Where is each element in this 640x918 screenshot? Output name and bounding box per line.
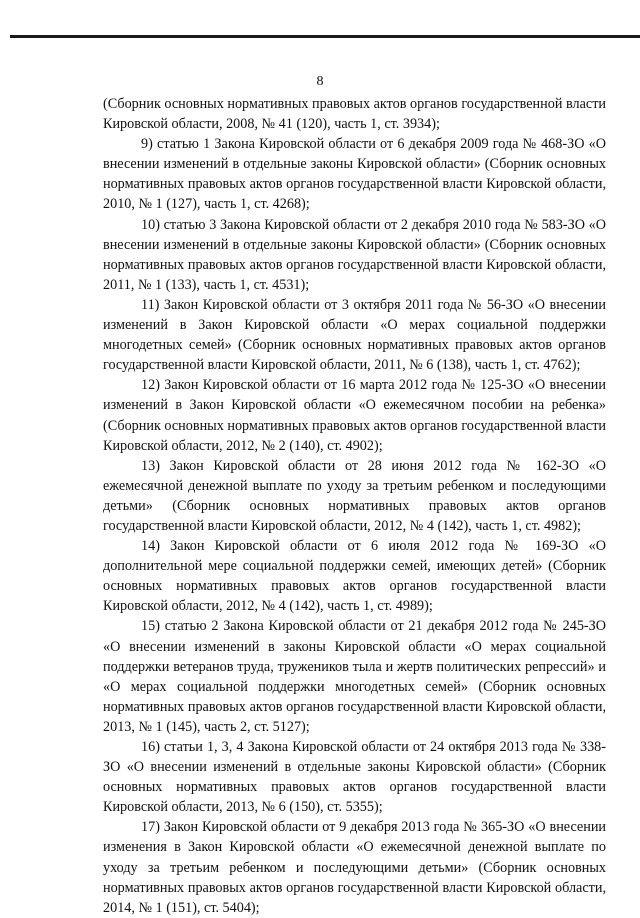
list-item-11: 11) Закон Кировской области от 3 октября 2011 года № 56-ЗО «О внесении изменений в Закон Кировской области «О мерах социальной поддержки многодетных семей» (Сборник основных нормативных правовых актов органов государственной власти Кировской области, 2011, № 6 (138), часть 1, ст. 4762);	[103, 296, 606, 374]
paragraph-continuation: (Сборник основных нормативных правовых актов органов государственной власти Кировской области, 2008, № 41 (120), часть 1, ст. 3934);	[103, 96, 606, 133]
list-item-13: 13) Закон Кировской области от 28 июня 2012 года № 162-ЗО «О ежемесячной денежной выплате по уходу за третьим ребенком и последующими детьми» (Сборник основных нормативных правовых актов органов государственной власти Кировской области, 2012, № 4 (142), часть 1, ст. 4982);	[103, 457, 606, 534]
list-item-9: 9) статью 1 Закона Кировской области от 6 декабря 2009 года № 468-ЗО «О внесении изменений в отдельные законы Кировской области» (Сборник основных нормативных правовых актов органов государственной власти Кировской области, 2010, № 1 (127), часть 1, ст. 4268);	[103, 136, 606, 213]
list-item-10: 10) статью 3 Закона Кировской области от 2 декабря 2010 года № 583-ЗО «О внесении изменений в отдельные законы Кировской области» (Сборник основных нормативных правовых актов органов государственной власти Кировской области, 2011, № 1 (133), часть 1, ст. 4531);	[103, 216, 606, 293]
list-item-15: 15) статью 2 Закона Кировской области от 21 декабря 2012 года № 245-ЗО «О внесении изменений в законы Кировской области «О мерах социальной поддержки ветеранов труда, тружеников тыла и жертв политических репрессий» и «О мерах социальной поддержки многодетных семей» (Сборник основных нормативных правовых актов органов государственной власти Кировской области, 2013, № 1 (145), часть 2, ст. 5127);	[103, 618, 606, 735]
header-rule	[10, 35, 640, 38]
list-item-16: 16) статьи 1, 3, 4 Закона Кировской области от 24 октября 2013 года № 338-ЗО «О внесении изменений в отдельные законы Кировской области» (Сборник основных нормативных правовых актов органов государственной власти Кировской области, 2013, № 6 (150), ст. 5355);	[103, 739, 606, 816]
list-item-12: 12) Закон Кировской области от 16 марта 2012 года № 125-ЗО «О внесении изменений в Закон Кировской области «О ежемесячном пособии на ребенка» (Сборник основных нормативных правовых актов органов государственной власти Кировской области, 2012, № 2 (140), ст. 4902);	[103, 377, 606, 454]
list-item-14: 14) Закон Кировской области от 6 июля 2012 года № 169-ЗО «О дополнительной мере социальной поддержки семей, имеющих детей» (Сборник основных нормативных правовых актов органов государственной власти Кировской области, 2012, № 4 (142), часть 1, ст. 4989);	[103, 538, 606, 615]
page-number: 8	[316, 74, 324, 89]
list-item-17: 17) Закон Кировской области от 9 декабря 2013 года № 365-ЗО «О внесении изменения в Закон Кировской области «О ежемесячной денежной выплате по уходу за третьим ребенком и последующими детьми» (Сборник основных нормативных правовых актов органов государственной власти Кировской области, 2014, № 1 (151), ст. 5404);	[103, 819, 606, 916]
document-body	[103, 94, 606, 918]
